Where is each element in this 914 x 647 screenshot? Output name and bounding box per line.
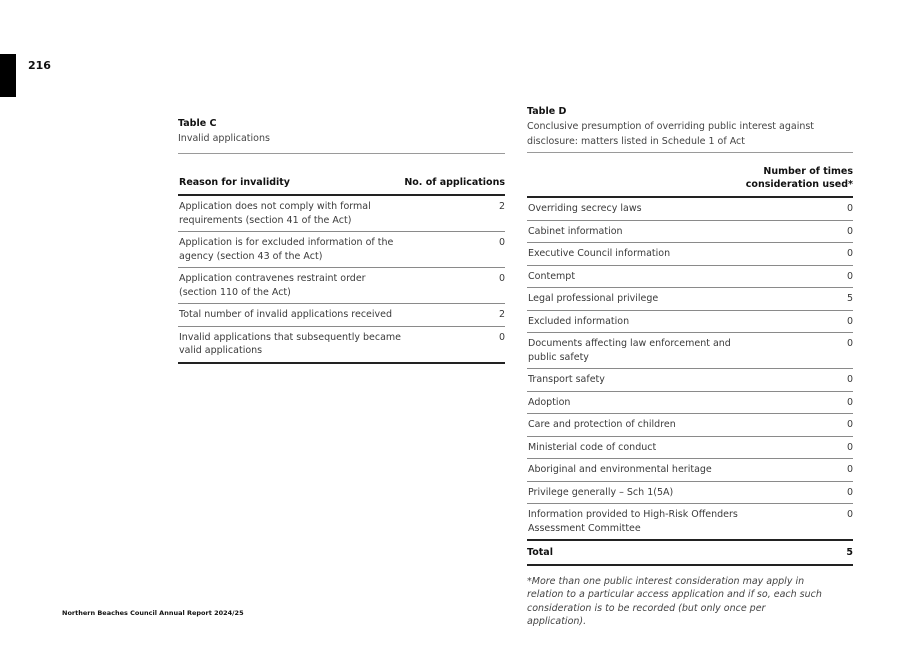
row-reason: Invalid applications that subsequently became valid applications xyxy=(179,331,402,356)
table-c-subtitle: Invalid applications xyxy=(178,133,270,144)
table-row xyxy=(527,414,853,437)
row-count: 0 xyxy=(846,248,853,259)
table-d-footnote: *More than one public interest consideration may apply in relation to a particular access application and if so, each such consideration is to be recorded (but only once per application). xyxy=(527,575,822,627)
total-label: Total xyxy=(527,547,553,558)
row-matter: Cabinet information xyxy=(528,225,623,237)
table-c-label: Table C xyxy=(178,118,217,129)
row-matter: Information provided to High-Risk Offenders Assessment Committee xyxy=(528,509,738,534)
table-row xyxy=(527,333,853,369)
table-row xyxy=(527,437,853,460)
row-count: 0 xyxy=(846,464,853,475)
page-footer: Northern Beaches Council Annual Report 2024/25 xyxy=(62,609,244,617)
row-count: 0 xyxy=(846,441,853,453)
total-count: 5 xyxy=(846,547,853,558)
header-reason: Reason for invalidity xyxy=(179,177,290,188)
table-row xyxy=(527,504,853,541)
row-matter: Excluded information xyxy=(528,315,630,327)
table-row xyxy=(527,459,853,482)
row-matter: Adoption xyxy=(528,396,571,408)
table-row xyxy=(527,243,853,266)
table-row xyxy=(178,327,505,364)
table-row xyxy=(527,311,853,334)
header-count: Number of times consideration used* xyxy=(745,166,853,190)
row-matter: Contempt xyxy=(528,270,576,282)
table-d xyxy=(527,165,853,566)
header-count: No. of applications xyxy=(404,177,505,188)
row-matter: Executive Council information xyxy=(528,248,671,259)
row-matter: Privilege generally – Sch 1(5A) xyxy=(528,486,674,498)
row-reason: Total number of invalid applications received xyxy=(179,309,393,320)
table-c xyxy=(178,176,505,364)
row-count: 0 xyxy=(498,273,505,284)
row-count: 2 xyxy=(498,309,505,320)
table-c-section xyxy=(178,117,505,364)
row-reason: Application contravenes restraint order (section 110 of the Act) xyxy=(179,273,366,298)
row-count: 2 xyxy=(498,201,505,212)
page-number: 216 xyxy=(28,59,51,72)
table-row xyxy=(527,198,853,221)
row-count: 0 xyxy=(846,486,853,498)
row-count: 0 xyxy=(846,203,853,214)
row-count: 0 xyxy=(846,270,853,282)
table-row xyxy=(178,196,505,232)
row-count: 0 xyxy=(846,374,853,385)
row-count: 0 xyxy=(846,419,853,430)
table-row xyxy=(178,232,505,268)
table-row xyxy=(527,266,853,289)
row-matter: Overriding secrecy laws xyxy=(528,203,642,214)
row-matter: Ministerial code of conduct xyxy=(528,441,657,453)
row-count: 0 xyxy=(846,509,853,520)
row-matter: Aboriginal and environmental heritage xyxy=(528,464,712,475)
table-d-label: Table D xyxy=(527,106,567,117)
table-total-row xyxy=(527,541,853,566)
row-count: 0 xyxy=(498,331,505,343)
row-matter: Legal professional privilege xyxy=(528,293,659,304)
table-row xyxy=(178,268,505,304)
table-d-subtitle: Conclusive presumption of overriding public interest against disclosure: matters listed in Schedule 1 of Act xyxy=(527,121,815,147)
table-row xyxy=(527,482,853,505)
row-matter: Documents affecting law enforcement and public safety xyxy=(528,338,731,363)
row-count: 0 xyxy=(846,315,853,327)
table-c-header xyxy=(178,176,505,196)
table-row xyxy=(178,304,505,327)
row-matter: Transport safety xyxy=(528,374,605,385)
row-matter: Care and protection of children xyxy=(528,419,676,430)
table-d-header xyxy=(527,165,853,198)
row-count: 0 xyxy=(498,237,505,248)
row-reason: Application is for excluded information of the agency (section 43 of the Act) xyxy=(179,237,394,262)
page-tab-marker xyxy=(0,54,16,97)
row-count: 0 xyxy=(846,225,853,237)
row-reason: Application does not comply with formal requirements (section 41 of the Act) xyxy=(179,201,371,226)
row-count: 0 xyxy=(846,338,853,349)
table-row xyxy=(527,369,853,392)
row-count: 0 xyxy=(846,396,853,408)
table-row xyxy=(527,392,853,415)
table-row xyxy=(527,221,853,244)
table-d-section xyxy=(527,105,853,629)
row-count: 5 xyxy=(846,293,853,304)
table-row xyxy=(527,288,853,311)
